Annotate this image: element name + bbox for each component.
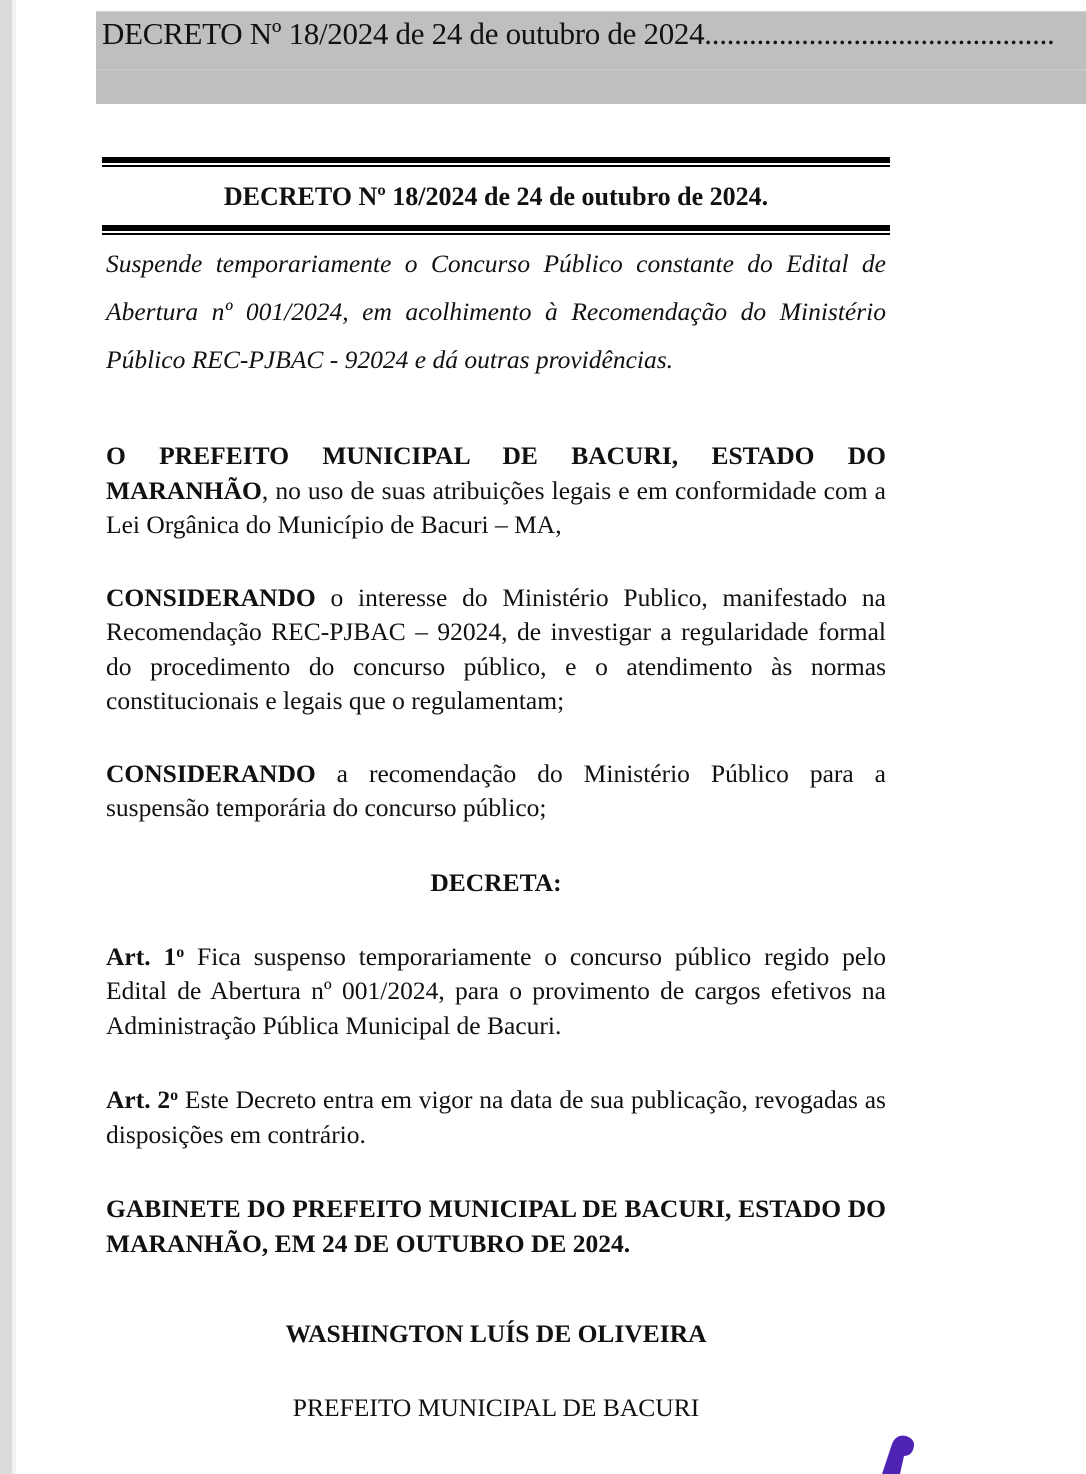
- viewer-left-gutter: [0, 0, 12, 1474]
- article-1: [102, 940, 890, 1044]
- decree-ementa: Suspende temporariamente o Concurso Público constante do Edital de Abertura nº 001/2024, em acolhimento à Recomendação do Ministério Público REC-PJBAC - 92024 e dá outras providências.: [106, 249, 886, 374]
- article-label: Art. 2$^o$: [106, 1085, 179, 1114]
- signatory-role: PREFEITO MUNICIPAL DE BACURI: [292, 1393, 700, 1422]
- previous-page-header-text: DECRETO Nº 18/2024 de 24 de outubro de 2024.: [102, 16, 712, 51]
- considerando-text: a recomendação do Ministério Público para a suspensão temporária do concurso público;: [106, 758, 886, 822]
- preamble-authority: O PREFEITO MUNICIPAL DE BACURI, ESTADO DO MARANHÃO: [106, 441, 886, 505]
- previous-page-header-banner: [96, 11, 1086, 104]
- decree-page: [102, 150, 890, 1425]
- banner-divider: [96, 69, 1086, 70]
- previous-page-header: [102, 16, 1054, 52]
- considerando-paragraph-2: [102, 757, 890, 826]
- article-text: Fica suspenso temporariamente o concurso público regido pelo Edital de Abertura nº 001/2024, para o provimento de cargos efetivos na Administração Pública Municipal de Bacuri.: [106, 941, 887, 1040]
- title-bottom-rule: [102, 225, 890, 235]
- considerando-label: CONSIDERANDO: [106, 582, 316, 612]
- preamble-paragraph: [102, 439, 890, 543]
- decreta-heading: DECRETA:: [430, 867, 562, 897]
- title-top-rule: [102, 157, 890, 167]
- article-2: [102, 1083, 890, 1152]
- pen-annotation-icon: [876, 1434, 924, 1474]
- preamble-text: , no uso de suas atribuições legais e em conformidade com a Lei Orgânica do Município de Bacuri – MA,: [106, 475, 886, 539]
- signatory-name: WASHINGTON LUÍS DE OLIVEIRA: [285, 1319, 707, 1348]
- article-text: Este Decreto entra em vigor na data de sua publicação, revogadas as disposições em contrário.: [106, 1085, 886, 1149]
- page-edge-shadow: [12, 0, 16, 1474]
- considerando-label: CONSIDERANDO: [106, 758, 316, 788]
- closing-paragraph: GABINETE DO PREFEITO MUNICIPAL DE BACURI, ESTADO DO MARANHÃO, EM 24 DE OUTUBRO DE 2024.: [106, 1194, 886, 1258]
- article-label: Art. 1$^o$: [106, 941, 185, 971]
- considerando-text: o interesse do Ministério Publico, manifestado na Recomendação REC-PJBAC – 92024, de investigar a regularidade formal do procedimento do concurso público, e o atendimento às normas constitucionais e legais que o regulamentam;: [106, 582, 886, 715]
- leader-dots: ..............................................: [711, 16, 1055, 51]
- decree-title: DECRETO Nº 18/2024 de 24 de outubro de 2024.: [223, 182, 769, 211]
- considerando-paragraph-1: [102, 581, 890, 719]
